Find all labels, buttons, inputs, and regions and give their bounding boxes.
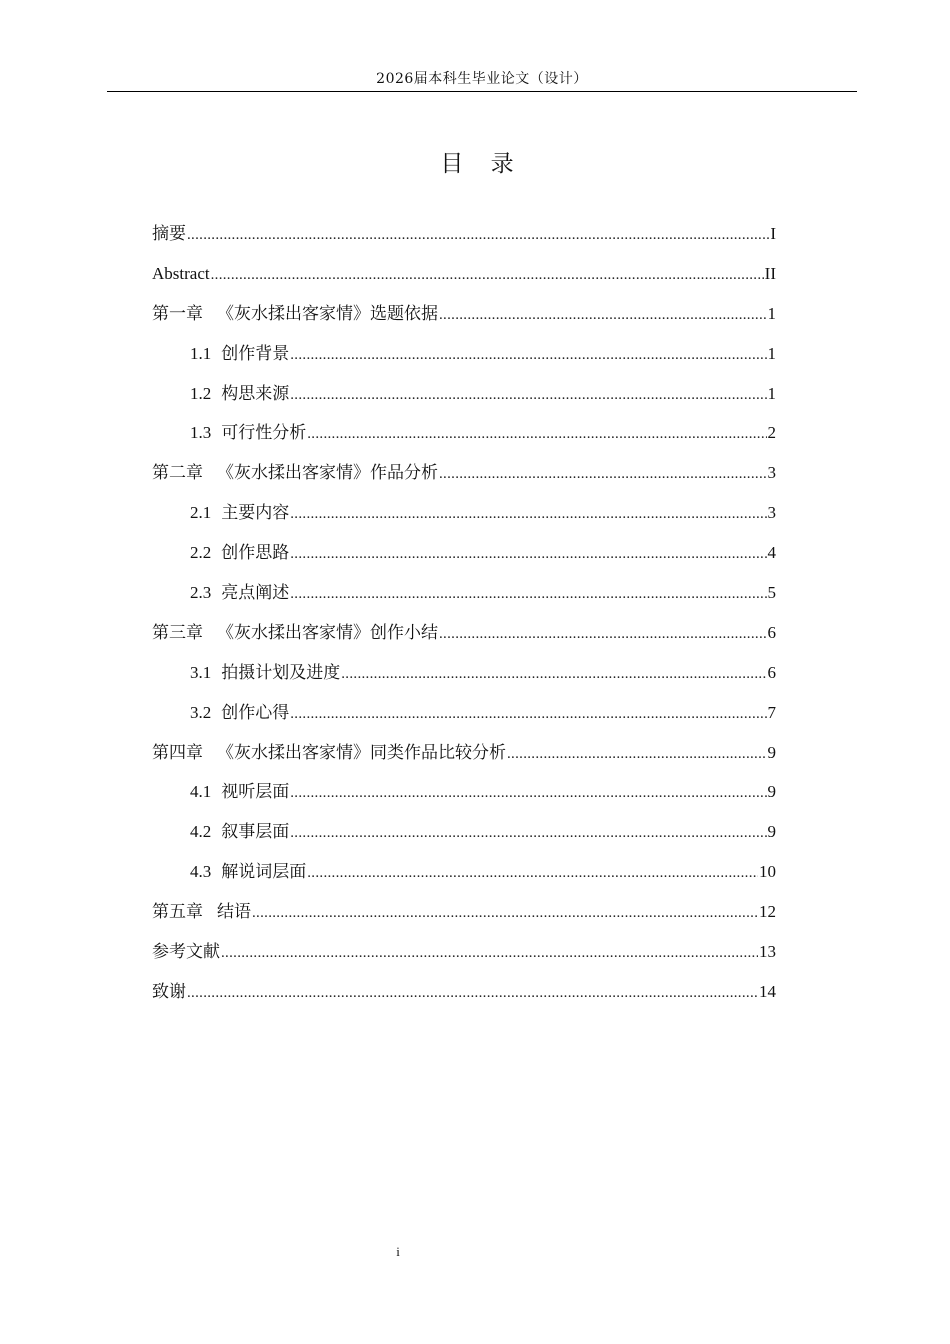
toc-section-number: 3.1 — [190, 662, 212, 682]
toc-section-number: 2.2 — [190, 543, 212, 563]
toc-entry-chapter[interactable] — [152, 260, 776, 300]
toc-entry-section[interactable] — [152, 818, 776, 858]
toc-page-number: 10 — [759, 862, 776, 882]
toc-section-number: 1.2 — [190, 383, 212, 403]
toc-chapter-number: 第四章 — [152, 742, 203, 763]
toc-entry-label: Abstract — [152, 263, 210, 283]
toc-entry-label: 亮点阐述 — [221, 583, 290, 604]
toc-page-number: II — [764, 263, 776, 283]
toc-entry-chapter[interactable] — [152, 220, 776, 260]
toc-entry-label: 《灰水揉出客家情》创作小结 — [217, 622, 438, 643]
toc-entry-section[interactable] — [152, 858, 776, 898]
toc-page-number: 9 — [767, 822, 776, 842]
toc-page-number: I — [770, 224, 776, 243]
toc-entry-label: 叙事层面 — [221, 822, 290, 843]
toc-page-number: 9 — [767, 782, 776, 802]
toc-entry-section[interactable] — [152, 699, 776, 739]
toc-entry-section[interactable] — [152, 419, 776, 459]
toc-section-number: 2.3 — [190, 583, 212, 603]
toc-entry-label: 《灰水揉出客家情》同类作品比较分析 — [217, 742, 506, 763]
toc-dot-leader — [439, 460, 767, 488]
toc-entry-chapter[interactable] — [152, 739, 776, 779]
toc-dot-leader — [507, 740, 767, 768]
toc-page-number: 1 — [767, 343, 776, 363]
toc-dot-leader — [290, 819, 766, 847]
toc-dot-leader — [439, 620, 767, 648]
toc-entry-label: 创作心得 — [221, 702, 290, 723]
toc-entry-label: 参考文献 — [152, 942, 220, 963]
toc-entry-chapter[interactable] — [152, 300, 776, 340]
toc-page-number: 3 — [767, 503, 776, 523]
toc-page-number: 6 — [767, 622, 776, 642]
header-text: 2026届本科生毕业论文（设计） — [376, 71, 588, 87]
toc-section-number: 4.1 — [190, 782, 212, 802]
toc-chapter-number: 第五章 — [152, 902, 203, 923]
toc-dot-leader — [439, 301, 767, 329]
toc-dot-leader — [187, 979, 758, 1007]
toc-dot-leader — [290, 700, 766, 728]
toc-page-number: 2 — [767, 423, 776, 443]
toc-entry-chapter[interactable] — [152, 978, 776, 1018]
toc-chapter-number: 第三章 — [152, 622, 203, 643]
toc-entry-label: 致谢 — [152, 981, 186, 1002]
toc-entry-label: 创作背景 — [221, 343, 290, 364]
toc-entry-label: 拍摄计划及进度 — [221, 662, 341, 683]
toc-section-number: 1.3 — [190, 423, 212, 443]
toc-entry-section[interactable] — [152, 380, 776, 420]
toc-entry-chapter[interactable] — [152, 459, 776, 499]
toc-entry-label: 构思来源 — [221, 383, 290, 404]
toc-page-number: 7 — [767, 702, 776, 722]
toc-page-number: 5 — [767, 583, 776, 603]
toc-entry-label: 视听层面 — [221, 782, 290, 803]
toc-chapter-number: 第一章 — [152, 303, 203, 324]
toc-entry-label: 可行性分析 — [221, 423, 307, 444]
toc-page-number: 1 — [767, 383, 776, 403]
toc-dot-leader — [290, 779, 766, 807]
toc-entry-section[interactable] — [152, 579, 776, 619]
toc-page-number: 1 — [767, 303, 776, 323]
toc-dot-leader — [290, 580, 766, 608]
toc-entry-section[interactable] — [152, 778, 776, 818]
toc-section-number: 2.1 — [190, 503, 212, 523]
toc-entry-section[interactable] — [152, 499, 776, 539]
toc-entry-section[interactable] — [152, 539, 776, 579]
toc-entry-section[interactable] — [152, 659, 776, 699]
toc-dot-leader — [341, 660, 766, 688]
toc-section-number: 3.2 — [190, 702, 212, 722]
toc-dot-leader — [290, 381, 766, 409]
toc-entry-chapter[interactable] — [152, 938, 776, 978]
toc-section-number: 1.1 — [190, 343, 212, 363]
toc-page-number: 4 — [767, 543, 776, 563]
page-header — [107, 68, 857, 92]
toc-dot-leader — [290, 341, 766, 369]
toc-dot-leader — [211, 261, 764, 289]
table-of-contents — [152, 220, 776, 1018]
toc-entry-label: 解说词层面 — [221, 862, 307, 883]
footer-page-number: i — [396, 1244, 400, 1259]
toc-page-number: 3 — [767, 463, 776, 483]
toc-dot-leader — [187, 221, 769, 249]
page-footer — [0, 1244, 796, 1260]
toc-chapter-number: 第二章 — [152, 463, 203, 484]
toc-entry-label: 结语 — [217, 902, 251, 923]
toc-dot-leader — [252, 899, 758, 927]
toc-page-number: 13 — [759, 942, 776, 962]
toc-section-number: 4.2 — [190, 822, 212, 842]
toc-dot-leader — [221, 939, 758, 967]
toc-page-number: 9 — [767, 742, 776, 762]
toc-section-number: 4.3 — [190, 862, 212, 882]
toc-entry-section[interactable] — [152, 340, 776, 380]
toc-dot-leader — [290, 500, 766, 528]
toc-dot-leader — [307, 420, 766, 448]
toc-entry-label: 《灰水揉出客家情》作品分析 — [217, 463, 438, 484]
toc-page-number: 14 — [759, 981, 776, 1001]
toc-title: 目 录 — [440, 151, 524, 177]
toc-page-number: 12 — [759, 902, 776, 922]
toc-entry-label: 《灰水揉出客家情》选题依据 — [217, 303, 438, 324]
toc-entry-label: 创作思路 — [221, 543, 290, 564]
toc-entry-label: 主要内容 — [221, 503, 290, 524]
toc-dot-leader — [290, 540, 766, 568]
toc-dot-leader — [307, 859, 758, 887]
toc-page-number: 6 — [767, 662, 776, 682]
toc-entry-chapter[interactable] — [152, 898, 776, 938]
toc-entry-label: 摘要 — [152, 224, 186, 244]
toc-entry-chapter[interactable] — [152, 619, 776, 659]
